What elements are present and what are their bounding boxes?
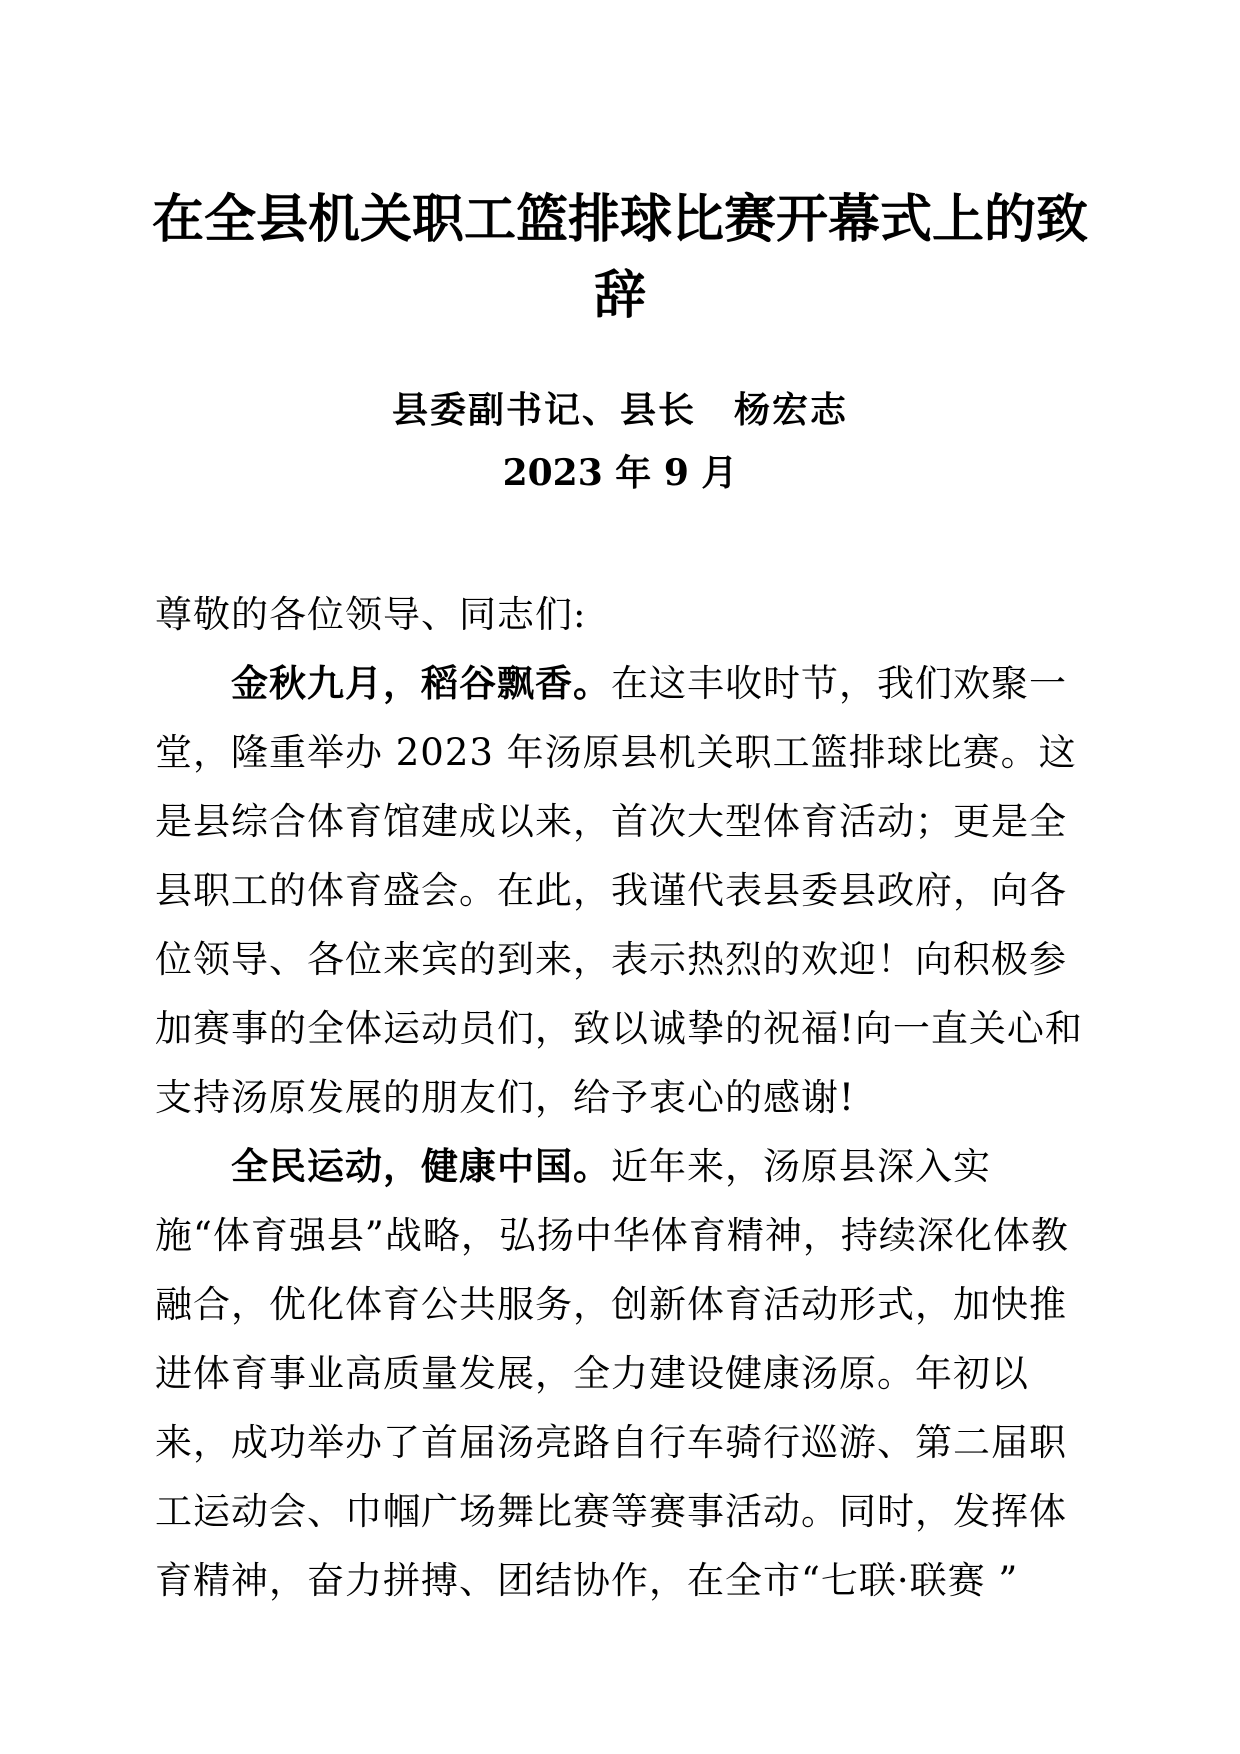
- author-line: 县委副书记、县长 杨宏志: [391, 389, 848, 431]
- paragraph-2-lead: 全民运动，健康中国。: [231, 1145, 611, 1188]
- paragraph-1-lead: 金秋九月，稻谷飘香。: [231, 662, 611, 705]
- paragraph-2-text: 近年来，汤原县深入实施“体育强县”战略，弘扬中华体育精神，持续深化体教融合，优化体育公共服务，创新体育活动形式，加快推进体育事业高质量发展，全力建设健康汤原。年初以来，成功举办了首届汤亮路自行车骑行巡游、第二届职工运动会、巾帼广场舞比赛等赛事活动。同时，发挥体育精神，奋力拼搏、团结协作，在全市“七联·联赛 ”: [155, 1145, 1069, 1602]
- document-body: [155, 580, 1085, 1615]
- document-date: 2023 年 9 月: [502, 452, 738, 494]
- salutation: 尊敬的各位领导、同志们:: [155, 593, 587, 636]
- paragraph-1-text: 在这丰收时节，我们欢聚一堂，隆重举办 2023 年汤原县机关职工篮排球比赛。这是县综合体育馆建成以来，首次大型体育活动；更是全县职工的体育盛会。在此，我谨代表县委县政府，向各位领导、各位来宾的到来，表示热烈的欢迎！向积极参加赛事的全体运动员们，致以诚挚的祝福!向一直关心和支持汤原发展的朋友们，给予衷心的感谢!: [155, 662, 1083, 1119]
- paragraph-2: [155, 1132, 1085, 1615]
- document-title: 在全县机关职工篮排球比赛开幕式上的致辞: [151, 190, 1088, 326]
- paragraph-1: [155, 649, 1085, 1132]
